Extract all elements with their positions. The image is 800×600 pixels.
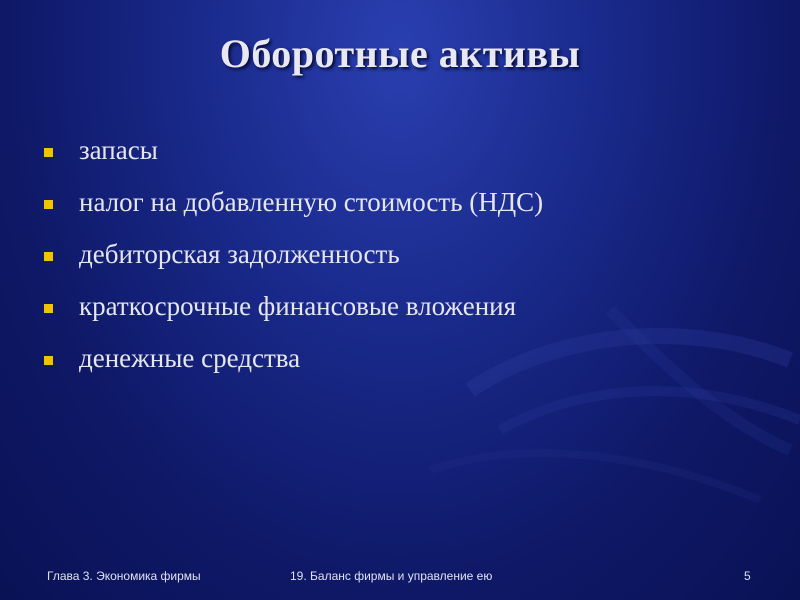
footer-chapter: Глава 3. Экономика фирмы (47, 569, 201, 583)
square-bullet-icon (44, 148, 53, 157)
bullet-text: дебиторская задолженность (79, 238, 400, 269)
square-bullet-icon (44, 304, 53, 313)
bullet-item (44, 176, 764, 228)
bullet-item (44, 228, 764, 280)
bullet-item (44, 332, 764, 384)
square-bullet-icon (44, 200, 53, 209)
bullet-item (44, 280, 764, 332)
slide-title: Оборотные активы (219, 31, 581, 76)
bullet-text: краткосрочные финансовые вложения (79, 290, 517, 321)
square-bullet-icon (44, 356, 53, 365)
bullet-text: денежные средства (79, 342, 301, 373)
bullet-text: налог на добавленную стоимость (НДС) (79, 186, 544, 217)
bullet-item (44, 124, 764, 176)
footer-section: 19. Баланс фирмы и управление ею (290, 569, 493, 583)
page-number: 5 (744, 569, 751, 583)
bullet-text: запасы (79, 134, 158, 165)
bullet-list (44, 124, 764, 384)
square-bullet-icon (44, 252, 53, 261)
